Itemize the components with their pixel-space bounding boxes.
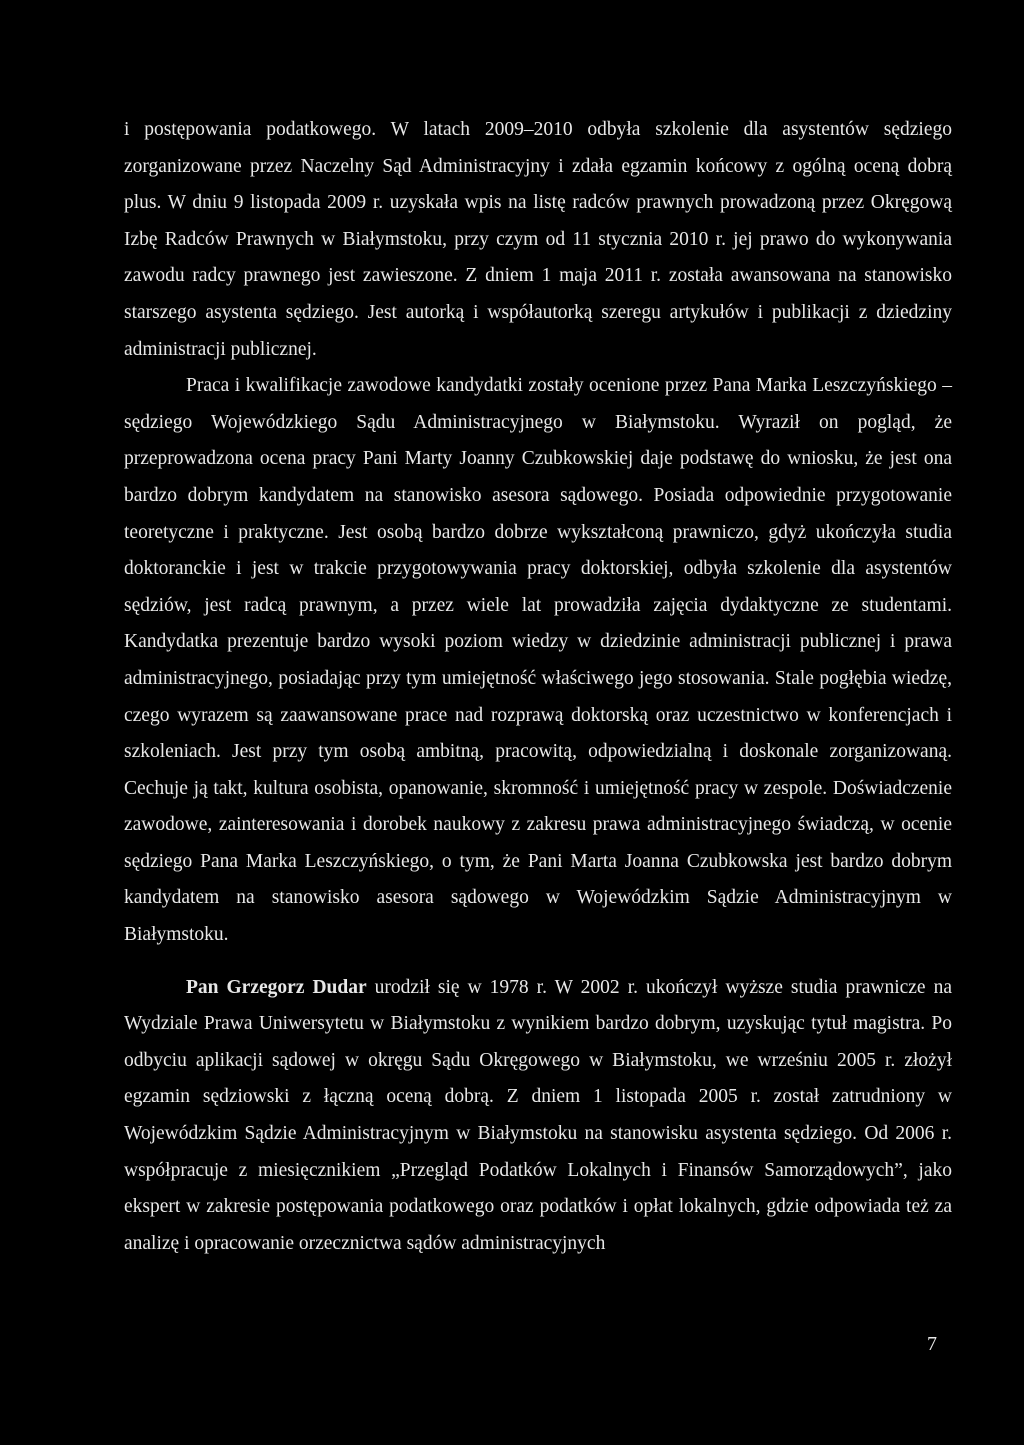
paragraph-candidate-dudar [124, 970, 952, 1263]
document-page [124, 112, 952, 1262]
candidate-name: Pan Grzegorz Dudar [186, 976, 367, 998]
candidate-bio: urodził się w 1978 r. W 2002 r. ukończył wyższe studia prawnicze na Wydziale Prawa Uniwersytetu w Białymstoku z wynikiem bardzo dobrym, uzyskując tytuł magistra. Po odbyciu aplikacji sądowej w okręgu Sądu Okręgowego w Białymstoku, we wrześniu 2005 r. złożył egzamin sędziowski z łączną oceną dobrą. Z dniem 1 listopada 2005 r. został zatrudniony w Wojewódzkim Sądzie Administracyjnym w Białymstoku na stanowisku asystenta sędziego. Od 2006 r. współpracuje z miesięcznikiem „Przegląd Podatków Lokalnych i Finansów Samorządowych”, jako ekspert w zakresie postępowania podatkowego oraz podatków i opłat lokalnych, gdzie odpowiada też za analizę i opracowanie orzecznictwa sądów administracyjnych [124, 976, 952, 1254]
paragraph-evaluation: Praca i kwalifikacje zawodowe kandydatki zostały ocenione przez Pana Marka Leszczyńskiego – sędziego Wojewódzkiego Sądu Administracyjnego w Białymstoku. Wyraził on pogląd, że przeprowadzona ocena pracy Pani Marty Joanny Czubkowskiej daje podstawę do wniosku, że jest ona bardzo dobrym kandydatem na stanowisko asesora sądowego. Posiada odpowiednie przygotowanie teoretyczne i praktyczne. Jest osobą bardzo dobrze wykształconą prawniczo, gdyż ukończyła studia doktoranckie i jest w trakcie przygotowywania pracy doktorskiej, odbyła szkolenie dla asystentów sędziów, jest radcą prawnym, a przez wiele lat prowadziła zajęcia dydaktyczne ze studentami. Kandydatka prezentuje bardzo wysoki poziom wiedzy w dziedzinie administracji publicznej i prawa administracyjnego, posiadając przy tym umiejętność właściwego jego stosowania. Stale pogłębia wiedzę, czego wyrazem są zaawansowane prace nad rozprawą doktorską oraz uczestnictwo w konferencjach i szkoleniach. Jest przy tym osobą ambitną, pracowitą, odpowiedzialną i doskonale zorganizowaną. Cechuje ją takt, kultura osobista, opanowanie, skromność i umiejętność pracy w zespole. Doświadczenie zawodowe, zainteresowania i dorobek naukowy z zakresu prawa administracyjnego świadczą, w ocenie sędziego Pana Marka Leszczyńskiego, o tym, że Pani Marta Joanna Czubkowska jest bardzo dobrym kandydatem na stanowisko asesora sądowego w Wojewódzkim Sądzie Administracyjnym w Białymstoku. [124, 375, 952, 946]
paragraph-continuation: i postępowania podatkowego. W latach 2009–2010 odbyła szkolenie dla asystentów sędziego zorganizowane przez Naczelny Sąd Administracyjny i zdała egzamin końcowy z ogólną oceną dobrą plus. W dniu 9 listopada 2009 r. uzyskała wpis na listę radców prawnych prowadzoną przez Okręgową Izbę Radców Prawnych w Białymstoku, przy czym od 11 stycznia 2010 r. jej prawo do wykonywania zawodu radcy prawnego jest zawieszone. Z dniem 1 maja 2011 r. została awansowana na stanowisko starszego asystenta sędziego. Jest autorką i współautorką szeregu artykułów i publikacji z dziedziny administracji publicznej. [124, 119, 952, 360]
page-number: 7 [927, 1333, 937, 1355]
